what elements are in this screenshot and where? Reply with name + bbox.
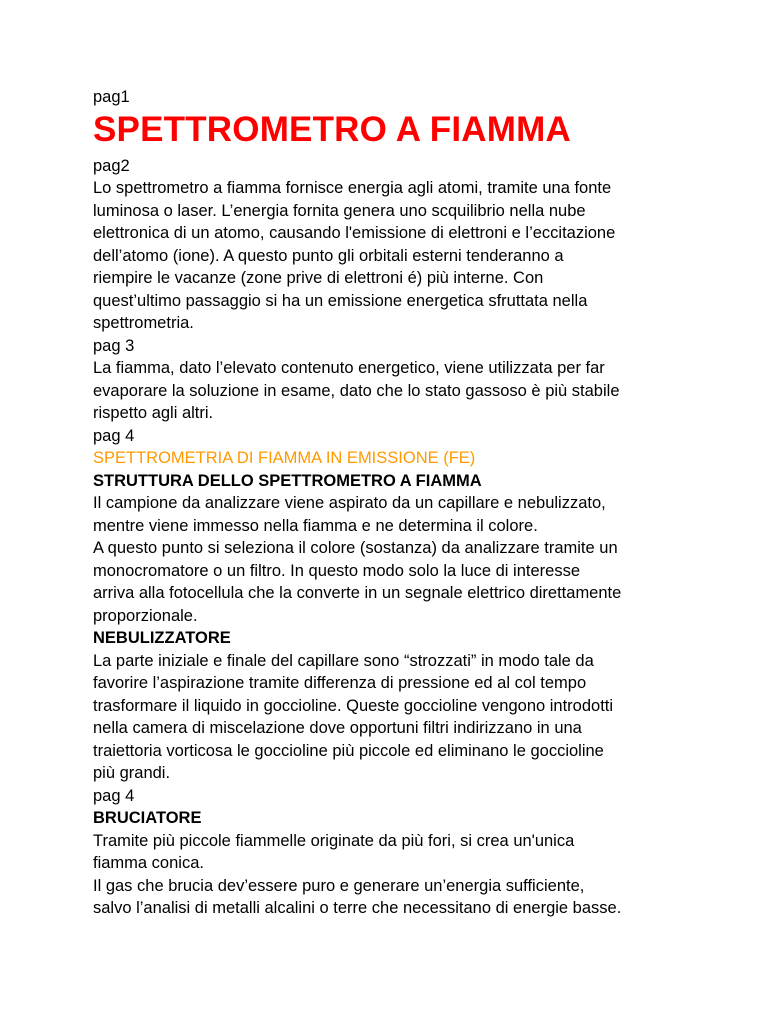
text-line: quest’ultimo passaggio si ha un emissione energetica sfruttata nella — [93, 291, 588, 310]
text-line: riempire le vacanze (zone prive di elettroni é) più interne. Con — [93, 269, 544, 287]
text-line: salvo l’analisi di metalli alcalini o terre che necessitano di energie basse. — [93, 899, 622, 917]
text-line: elettronica di un atomo, causando l'emissione di elettroni e l’eccitazione — [93, 224, 616, 242]
text-line: Il campione da analizzare viene aspirato da un capillare e nebulizzato, — [93, 494, 606, 512]
text-line: Il gas che brucia dev’essere puro e generare un’energia sufficiente, — [93, 876, 585, 895]
text-line: evaporare la soluzione in esame, dato che lo stato gassoso è più stabile — [93, 381, 620, 400]
section-heading-emission: SPETTROMETRIA DI FIAMMA IN EMISSIONE (FE) — [93, 449, 476, 467]
text-line: Tramite più piccole fiammelle originate da più fori, si crea un'unica — [93, 831, 575, 850]
text-line: mentre viene immesso nella fiamma e ne determina il colore. — [93, 516, 538, 535]
page-marker-4b: pag 4 — [93, 786, 135, 805]
paragraph-nebulizer — [93, 650, 743, 785]
text-line: dell’atomo (ione). A questo punto gli orbitali esterni tenderanno a — [93, 246, 564, 265]
text-line: Lo spettrometro a fiamma fornisce energia agli atomi, tramite una fonte — [93, 179, 612, 197]
text-line: luminosa o laser. L’energia fornita genera uno scquilibrio nella nube — [93, 201, 586, 220]
text-line: spettrometria. — [93, 314, 194, 332]
text-line: fiamma conica. — [93, 854, 204, 872]
page-marker-1: pag1 — [93, 88, 130, 106]
text-line: favorire l’aspirazione tramite differenza di pressione ed al col tempo — [93, 674, 587, 692]
document-title: SPETTROMETRO A FIAMMA — [93, 109, 571, 149]
section-heading-burner: BRUCIATORE — [93, 809, 202, 827]
paragraph-burner — [93, 830, 743, 920]
section-heading-structure: STRUTTURA DELLO SPETTROMETRO A FIAMMA — [93, 471, 482, 490]
section-heading-nebulizer: NEBULIZZATORE — [93, 629, 231, 647]
text-line: monocromatore o un filtro. In questo modo solo la luce di interesse — [93, 561, 581, 580]
text-line: traiettoria vorticosa le goccioline più piccole ed eliminano le goccioline — [93, 741, 604, 760]
page-marker-2: pag2 — [93, 156, 130, 175]
document-page — [93, 86, 743, 920]
paragraph-flame — [93, 357, 743, 425]
text-line: più grandi. — [93, 764, 171, 782]
page-marker-3: pag 3 — [93, 336, 135, 355]
text-line: proporzionale. — [93, 606, 198, 625]
paragraph-intro — [93, 177, 743, 335]
text-line: La parte iniziale e finale del capillare sono “strozzati” in modo tale da — [93, 651, 594, 670]
text-line: A questo punto si seleziona il colore (sostanza) da analizzare tramite un — [93, 539, 618, 557]
page-marker-4: pag 4 — [93, 426, 135, 445]
text-line: rispetto agli altri. — [93, 404, 214, 422]
text-line: La fiamma, dato l’elevato contenuto energetico, viene utilizzata per far — [93, 359, 605, 377]
paragraph-structure — [93, 492, 743, 627]
text-line: nella camera di miscelazione dove opportuni filtri indirizzano in una — [93, 719, 582, 737]
text-line: arriva alla fotocellula che la converte in un segnale elettrico direttamente — [93, 584, 622, 602]
text-line: trasformare il liquido in goccioline. Queste goccioline vengono introdotti — [93, 696, 614, 715]
